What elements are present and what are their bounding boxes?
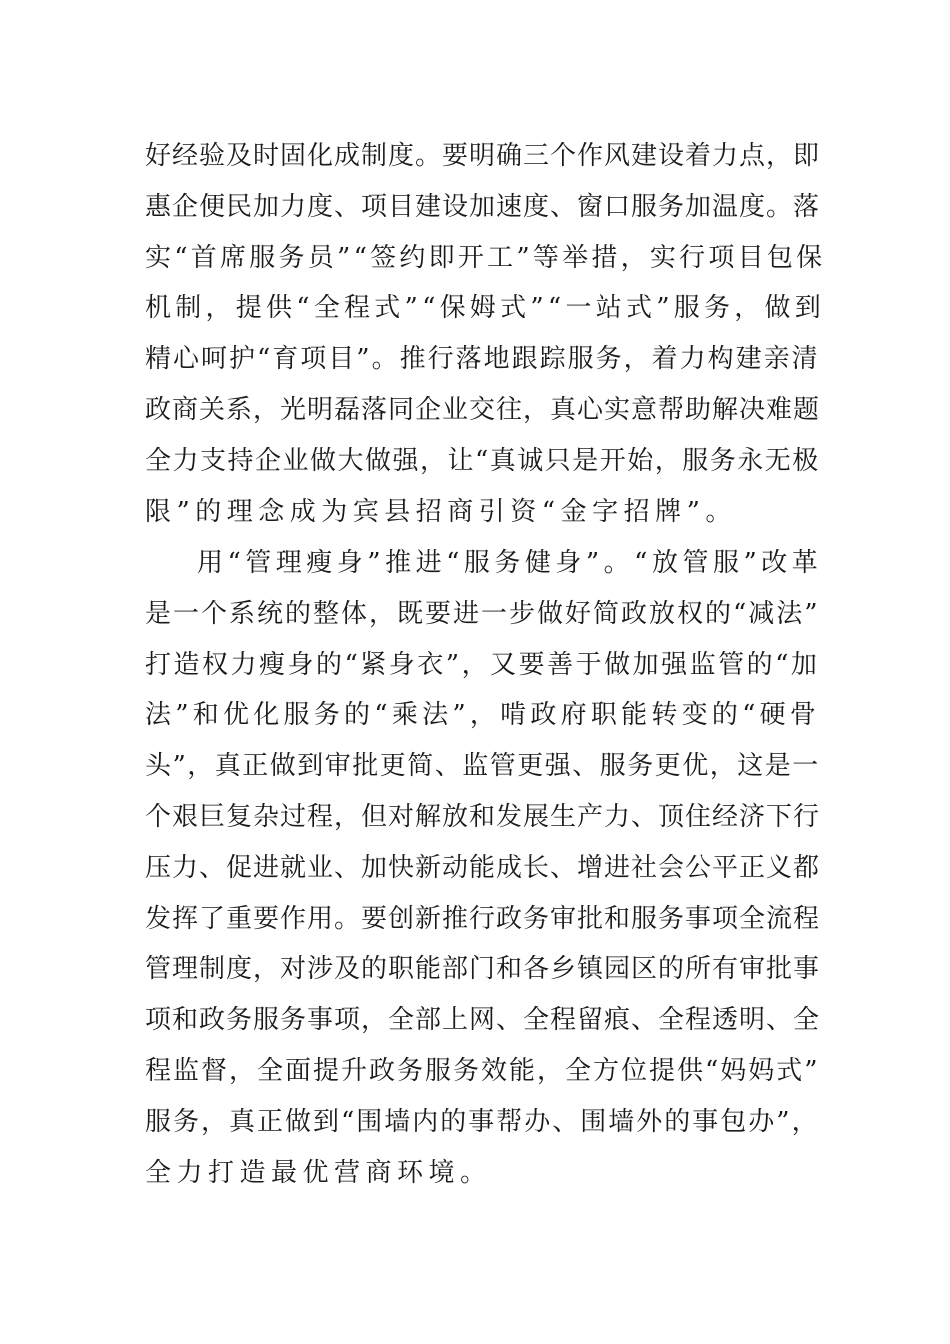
paragraph-line: 精心呵护“育项目”。推行落地跟踪服务，着力构建亲清 — [145, 344, 820, 375]
paragraph-line: 打造权力瘦身的“紧身衣”，又要善于做加强监管的“加 — [145, 649, 820, 680]
paragraph-line: 程监督，全面提升政务服务效能，全方位提供“妈妈式” — [145, 1055, 820, 1086]
paragraph-line: 实“首席服务员”“签约即开工”等举措，实行项目包保 — [145, 242, 826, 273]
paragraph-line: 法”和优化服务的“乘法”，啃政府职能转变的“硬骨 — [145, 700, 821, 731]
paragraph-1 — [145, 131, 825, 537]
paragraph-line: 全力打造最优营商环境。 — [145, 1157, 492, 1188]
paragraph-line: 用“管理瘦身”推进“服务健身”。“放管服”改革 — [197, 548, 823, 578]
paragraph-line: 发挥了重要作用。要创新推行政务审批和服务事项全流程 — [145, 903, 821, 934]
paragraph-line: 压力、促进就业、加快新动能成长、增进社会公平正义都 — [145, 852, 821, 883]
paragraph-line: 项和政务服务事项，全部上网、全程留痕、全程透明、全 — [145, 1005, 821, 1036]
paragraph-line: 限”的理念成为宾县招商引资“金字招牌”。 — [145, 496, 737, 527]
paragraph-line: 好经验及时固化成制度。要明确三个作风建设着力点，即 — [145, 141, 821, 171]
paragraph-line: 全力支持企业做大做强，让“真诚只是开始，服务永无极 — [145, 445, 820, 476]
paragraph-line: 是一个系统的整体，既要进一步做好简政放权的“减法” — [145, 598, 820, 629]
paragraph-line: 个艰巨复杂过程，但对解放和发展生产力、顶住经济下行 — [145, 801, 821, 832]
paragraph-line: 惠企便民加力度、项目建设加速度、窗口服务加温度。落 — [145, 191, 821, 222]
paragraph-2 — [145, 538, 825, 1198]
paragraph-line: 管理制度，对涉及的职能部门和各乡镇园区的所有审批事 — [145, 954, 821, 985]
paragraph-line: 头”，真正做到审批更简、监管更强、服务更优，这是一 — [145, 751, 820, 782]
paragraph-line: 机制，提供“全程式”“保姆式”“一站式”服务，做到 — [145, 293, 826, 324]
paragraph-line: 服务，真正做到“围墙内的事帮办、围墙外的事包办”， — [145, 1106, 820, 1137]
paragraph-line: 政商关系，光明磊落同企业交往，真心实意帮助解决难题 — [145, 394, 821, 425]
